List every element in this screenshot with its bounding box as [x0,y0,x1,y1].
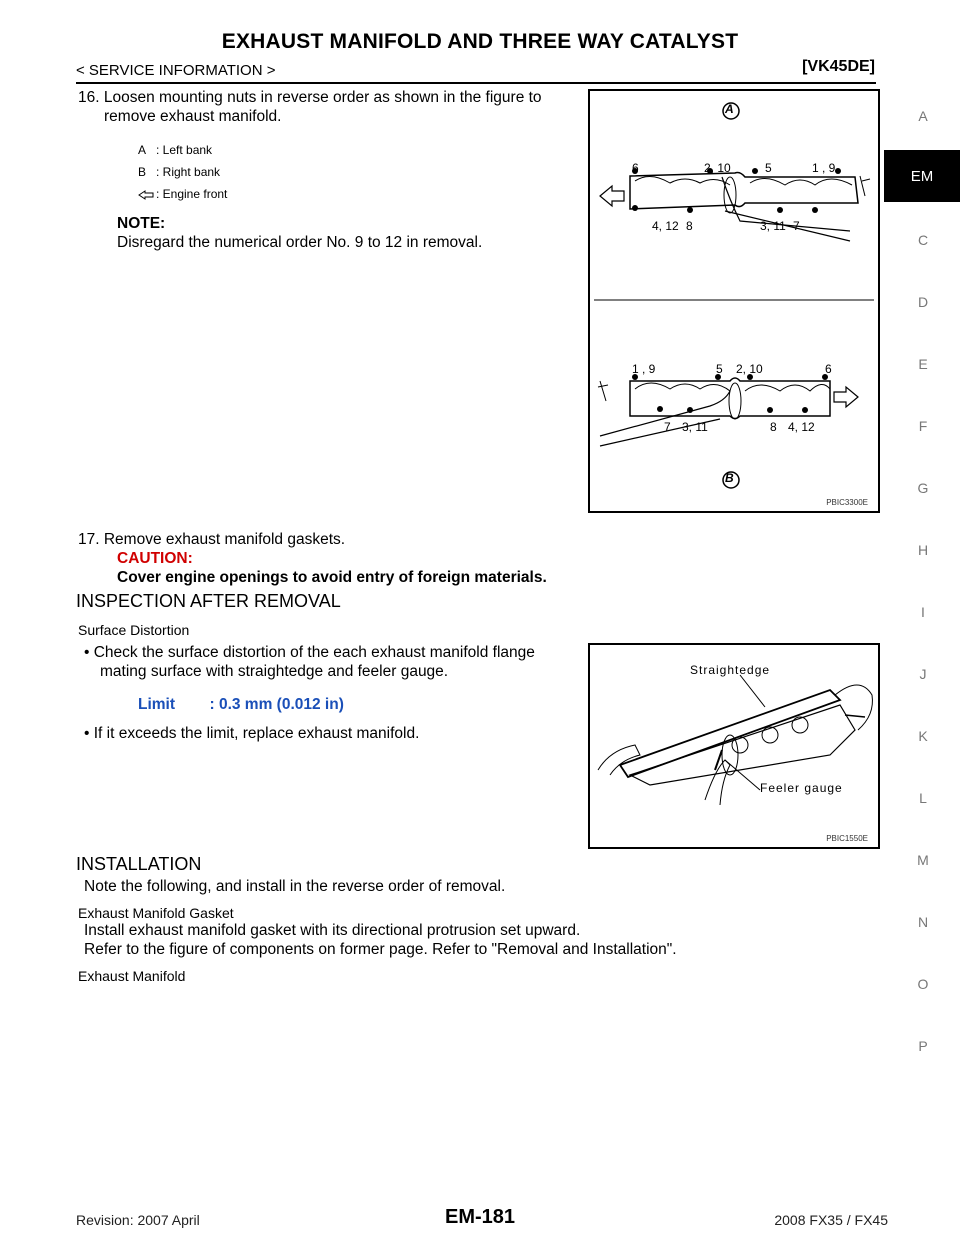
step-16-line2: remove exhaust manifold. [104,108,282,125]
step-17-text [78,530,578,587]
nut-label: 1 , 9 [632,362,656,376]
figure-code: PBIC1550E [826,834,868,843]
nut-label: 4, 12 [788,420,815,434]
step-17-line1: 17. Remove exhaust manifold gaskets. [78,531,346,548]
gasket-instructions [84,921,884,959]
legend-engine-front [138,187,227,201]
bullet-1-line1: • Check the surface distortion of the each exhaust manifold flange [84,644,535,661]
caution-text: Cover engine openings to avoid entry of foreign materials. [117,569,547,586]
nut-label: 3, 11 [682,420,708,434]
straightedge-label: Straightedge [690,663,771,677]
marker-b: B [725,471,734,485]
section-heading-installation: INSTALLATION [76,854,202,874]
header-divider [76,82,876,84]
side-tab-k[interactable]: K [918,728,928,744]
side-tab-o[interactable]: O [917,976,929,992]
legend-a-key: A [138,143,147,157]
nut-label: 1 , 9 [812,161,836,175]
figure-straightedge-check [588,643,880,849]
nut-label: 2, 10 [704,161,731,175]
legend-a-text: : Left bank [156,143,213,157]
nut-label: 7 [793,219,800,233]
engine-model: [VK45DE] [802,58,875,75]
nut-label: 2, 10 [736,362,763,376]
side-tab-g[interactable]: G [917,480,929,496]
side-tab-em-active[interactable]: EM [884,150,960,202]
breadcrumb[interactable]: < SERVICE INFORMATION > [76,62,276,79]
caution-label: CAUTION: [117,550,193,567]
gasket-line1: Install exhaust manifold gasket with its directional protrusion set upward. [84,922,581,939]
side-tab-d[interactable]: D [917,294,929,310]
subheading-surface-distortion: Surface Distortion [78,622,190,638]
footer-model-year: 2008 FX35 / FX45 [774,1212,888,1228]
side-tab-p[interactable]: P [918,1038,928,1054]
installation-intro: Note the following, and install in the reverse order of removal. [84,878,506,895]
legend-engine-front-text: : Engine front [156,187,228,201]
note-text: Disregard the numerical order No. 9 to 12 in removal. [117,234,483,251]
subheading-gasket: Exhaust Manifold Gasket [78,905,234,921]
side-tab-n[interactable]: N [917,914,929,930]
section-heading-inspection: INSPECTION AFTER REMOVAL [76,591,341,611]
footer-page-number: EM-181 [444,1206,516,1228]
page-title: EXHAUST MANIFOLD AND THREE WAY CATALYST [221,30,739,53]
nut-label: 7 [664,420,671,434]
nut-label: 8 [770,420,777,434]
feeler-gauge-label: Feeler gauge [760,781,843,795]
bullet-replace: • If it exceeds the limit, replace exhaust manifold. [84,725,420,742]
bullet-1-line2: mating surface with straightedge and feeler gauge. [100,663,449,680]
nut-label: 6 [632,161,639,175]
nut-label: 6 [825,362,832,376]
side-tab-l[interactable]: L [919,790,927,806]
gasket-line2: Refer to the figure of components on former page. Refer to "Removal and Installation". [84,941,677,958]
nut-label: 8 [686,219,693,233]
nut-label: 5 [765,161,772,175]
step-16-text [78,88,578,126]
manifold-diagram [590,91,878,511]
marker-a: A [725,102,734,116]
nut-label: 4, 12 [652,219,679,233]
legend-b [138,165,220,179]
note-block [117,214,577,252]
side-tab-e[interactable]: E [918,356,928,372]
legend-b-text: : Right bank [156,165,221,179]
bullet-check-distortion [84,643,579,681]
side-tab-f[interactable]: F [918,418,928,434]
side-tab-c[interactable]: C [917,232,929,248]
side-tab-j[interactable]: J [919,666,927,682]
nut-label: 5 [716,362,723,376]
legend-b-key: B [138,165,147,179]
side-tab-a[interactable]: A [918,108,928,124]
footer-revision: Revision: 2007 April [76,1212,200,1228]
side-tab-i[interactable]: I [921,604,925,620]
figure-code: PBIC3300E [826,498,868,507]
nut-label: 3, 11 [760,219,786,233]
side-tab-m[interactable]: M [917,852,929,868]
limit-spec: Limit : 0.3 mm (0.012 in) [138,696,344,713]
note-label: NOTE: [117,215,166,232]
legend-a [138,143,212,157]
engine-front-arrow-icon [138,190,154,200]
step-16-line1: 16. Loosen mounting nuts in reverse order as shown in the figure to [78,89,542,106]
figure-nut-loosening-order [588,89,880,513]
subheading-exhaust-manifold: Exhaust Manifold [78,968,186,984]
side-tab-h[interactable]: H [917,542,929,558]
